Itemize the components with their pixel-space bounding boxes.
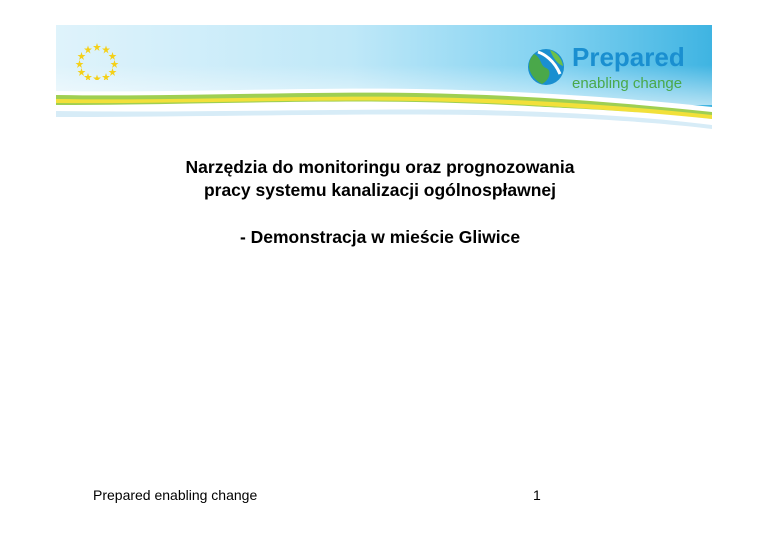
slide-title-line-1: Narzędzia do monitoringu oraz prognozowania: [185, 157, 575, 177]
prepared-logo: [524, 40, 704, 96]
svg-text:enabling change: enabling change: [572, 75, 683, 92]
eu-stars-icon: [74, 40, 120, 80]
slide-subtitle: - Demonstracja w mieście Gliwice: [239, 227, 521, 247]
page-number: 1: [533, 487, 541, 503]
svg-text:Prepared: Prepared: [572, 42, 685, 72]
footer-text: Prepared enabling change: [93, 487, 258, 503]
slide-title-line-2: pracy systemu kanalizacji ogólnospławnej: [203, 180, 557, 200]
slide-title: [80, 156, 680, 202]
